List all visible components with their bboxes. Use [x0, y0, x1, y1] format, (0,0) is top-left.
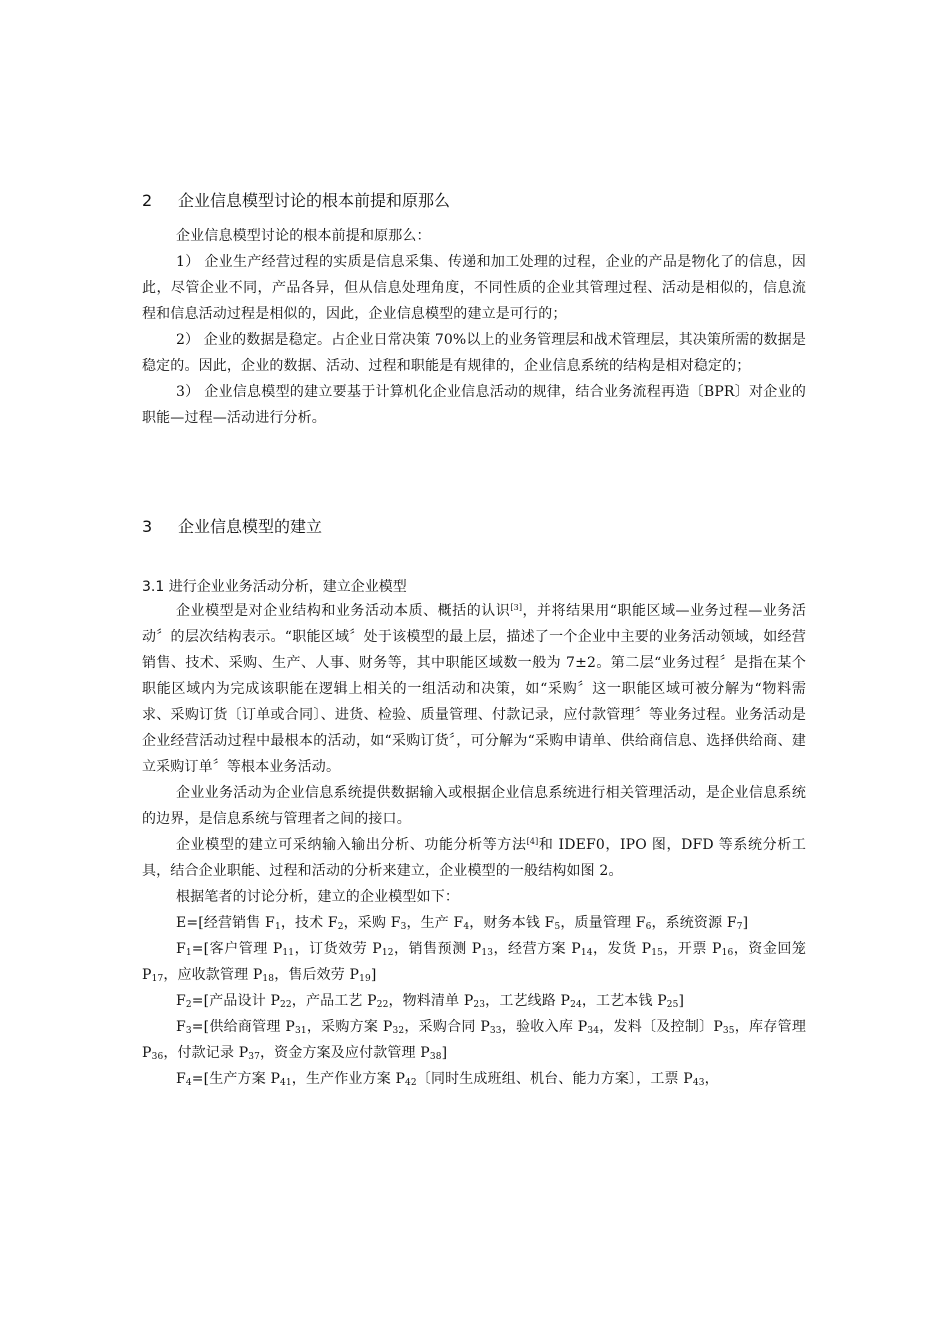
- section-3-1-heading: 3.1 进行企业业务活动分析，建立企业模型: [142, 579, 407, 595]
- formula-subscript: 19: [359, 974, 371, 984]
- formula-text: ，付款记录 P: [163, 1045, 249, 1061]
- formula-text: ，生产作业方案 P: [291, 1071, 406, 1087]
- formula-F2: [142, 988, 806, 1014]
- formula-text: ，发货 P: [592, 941, 652, 957]
- formula-subscript: 18: [262, 974, 275, 984]
- formula-text: ，工艺线路 P: [485, 993, 571, 1009]
- paragraph: 3） 企业信息模型的建立要基于计算机化企业信息活动的规律，结合业务流程再造〔BPR〕对企业的职能—过程—活动进行分析。: [142, 384, 806, 426]
- formula-subscript: 12: [381, 948, 394, 958]
- formula-subscript: 32: [392, 1026, 405, 1036]
- paragraph-text: ，并将结果用“职能区域—业务过程—业务活动〞的层次结构表示。“职能区域〞处于该模型的最上层，描述了一个企业中主要的业务活动领域，如经营销售、技术、采购、生产、人事、财务等，其中职能区域数一般为 7±2。第二层“业务过程〞是指在某个职能区域内为完成该职能在逻辑上相关的一组活动和决策，如“采购〞这一职能区域可被分解为“物料需求、采购订货〔订单或合同〕、进货、检验、质量管理、付款记录，应付款管理〞等业务过程。业务活动是企业经营活动过程中最根本的活动，如“采购订货〞，可分解为“采购申请单、供给商信息、选择供给商、建立采购订单〞等根本业务活动。: [142, 603, 806, 775]
- formula-text: F: [176, 993, 186, 1009]
- section-2-title: 企业信息模型讨论的根本前提和原那么: [178, 191, 451, 210]
- formula-subscript: 34: [587, 1026, 600, 1036]
- formula-text: ]: [678, 993, 685, 1009]
- paragraph: 2） 企业的数据是稳定。占企业日常决策 70%以上的业务管理层和战术管理层，其决策所需的数据是稳定的。因此，企业的数据、活动、过程和职能是有规律的，企业信息系统的结构是相对稳定的；: [142, 332, 806, 374]
- formula-text: ，生产 F: [406, 915, 464, 931]
- formula-subscript: 22: [280, 1000, 292, 1010]
- formula-text: ，采购方案 P: [306, 1019, 393, 1035]
- formula-subscript: 36: [151, 1052, 164, 1062]
- formula-subscript: 25: [666, 1000, 679, 1010]
- formula-text: =[供给商管理 P: [191, 1019, 295, 1035]
- formula-subscript: 13: [481, 948, 494, 958]
- formula-text: ，订货效劳 P: [294, 941, 382, 957]
- formula-subscript: 42: [405, 1078, 417, 1088]
- formula-text: ]: [441, 1045, 448, 1061]
- formula-subscript: 2: [185, 1000, 192, 1010]
- formula-subscript: 35: [722, 1026, 735, 1036]
- paragraph: 1） 企业生产经营过程的实质是信息采集、传递和加工处理的过程，企业的产品是物化了的信息，因此，尽管企业不同，产品各异，但从信息处理角度，不同性质的企业其管理过程、活动是相似的，信息流程和信息活动过程是相似的，因此，企业信息模型的建立是可行的；: [142, 254, 806, 322]
- paragraph-text: 和 IDEF0，IPO 图，DFD 等系统分析工具，结合企业职能、过程和活动的分析来建立，企业模型的一般结构如图 2。: [142, 837, 806, 879]
- formula-subscript: 43: [692, 1078, 705, 1088]
- formula-subscript: 4: [463, 922, 470, 932]
- formula-subscript: 14: [580, 948, 593, 958]
- formula-text: ，系统资源 F: [651, 915, 737, 931]
- formula-text: F: [176, 1019, 186, 1035]
- paragraph: 根据笔者的讨论分析，建立的企业模型如下：: [176, 889, 459, 905]
- section-3-title: 企业信息模型的建立: [178, 517, 323, 536]
- citation-ref: [3]: [510, 603, 523, 612]
- formula-text: ]: [742, 915, 749, 931]
- section-2-number: 2: [142, 191, 153, 210]
- formula-F4: [142, 1066, 806, 1092]
- formula-text: ，销售预测 P: [393, 941, 482, 957]
- formula-subscript: 22: [376, 1000, 389, 1010]
- formula-text: =[客户管理 P: [191, 941, 283, 957]
- formula-text: ，资金回笼 P: [142, 941, 807, 983]
- formula-text: E=[经营销售 F: [176, 915, 275, 931]
- formula-text: =[产品设计 P: [191, 993, 281, 1009]
- formula-text: ，发料〔及控制〕P: [599, 1019, 723, 1035]
- formula-subscript: 17: [151, 974, 164, 984]
- formula-subscript: 33: [489, 1026, 502, 1036]
- formula-text: ，应收款管理 P: [163, 967, 263, 983]
- formula-F1: [142, 936, 806, 988]
- formula-text: ，开票 P: [662, 941, 722, 957]
- section-3-heading: [142, 514, 322, 537]
- formula-text: =[生产方案 P: [191, 1071, 281, 1087]
- formula-subscript: 7: [736, 922, 743, 932]
- formula-subscript: 41: [280, 1078, 292, 1088]
- formula-text: ，库存管理 P: [142, 1019, 806, 1061]
- formula-text: ，质量管理 F: [560, 915, 646, 931]
- formula-text: ，技术 F: [280, 915, 338, 931]
- formula-subscript: 24: [570, 1000, 582, 1010]
- paragraph: 企业信息模型讨论的根本前提和原那么：: [176, 228, 431, 244]
- formula-subscript: 3: [400, 922, 407, 932]
- formula-text: ，产品工艺 P: [291, 993, 377, 1009]
- formula-text: ，采购合同 P: [404, 1019, 490, 1035]
- paragraph-text: 企业模型的建立可采纳输入输出分析、功能分析等方法: [176, 837, 527, 853]
- formula-subscript: 2: [337, 922, 344, 932]
- formula-subscript: 1: [185, 948, 192, 958]
- formula-F3: [142, 1014, 806, 1066]
- section-2-heading: [142, 188, 450, 211]
- section-3-number: 3: [142, 517, 153, 536]
- paragraph-text: 企业模型是对企业结构和业务活动本质、概括的认识: [176, 603, 511, 619]
- formula-subscript: 4: [185, 1078, 192, 1088]
- paragraph: 企业业务活动为企业信息系统提供数据输入或根据企业信息系统进行相关管理活动，是企业信息系统的边界，是信息系统与管理者之间的接口。: [142, 785, 806, 827]
- formula-text: F: [176, 941, 186, 957]
- formula-subscript: 16: [721, 948, 734, 958]
- formula-text: ，物料清单 P: [388, 993, 474, 1009]
- formula-subscript: 6: [645, 922, 652, 932]
- section-2-body: [142, 223, 806, 431]
- section-3-1-body: [142, 598, 806, 1092]
- formula-text: ，售后效劳 P: [274, 967, 360, 983]
- formula-subscript: 3: [185, 1026, 192, 1036]
- formula-text: ]: [370, 967, 377, 983]
- formula-text: ，: [704, 1071, 719, 1087]
- formula-text: ，资金方案及应付款管理 P: [260, 1045, 430, 1061]
- formula-subscript: 5: [554, 922, 561, 932]
- formula-subscript: 31: [294, 1026, 307, 1036]
- formula-subscript: 38: [429, 1052, 442, 1062]
- formula-text: 〔同时生成班组、机台、能力方案〕，工票 P: [416, 1071, 693, 1087]
- citation-ref: [4]: [526, 837, 539, 846]
- formula-text: ，工艺本钱 P: [581, 993, 667, 1009]
- formula-text: ，经营方案 P: [493, 941, 581, 957]
- formula-text: ，财务本钱 F: [469, 915, 555, 931]
- formula-text: F: [176, 1071, 186, 1087]
- formula-subscript: 11: [282, 948, 295, 958]
- formula-subscript: 23: [473, 1000, 486, 1010]
- formula-subscript: 1: [274, 922, 281, 932]
- formula-E: [142, 910, 806, 936]
- paragraph: [142, 832, 806, 884]
- formula-subscript: 15: [651, 948, 663, 958]
- paragraph: [142, 598, 806, 780]
- document-page: [142, 0, 806, 1344]
- formula-subscript: 37: [248, 1052, 261, 1062]
- formula-text: ，验收入库 P: [501, 1019, 588, 1035]
- formula-text: ，采购 F: [343, 915, 401, 931]
